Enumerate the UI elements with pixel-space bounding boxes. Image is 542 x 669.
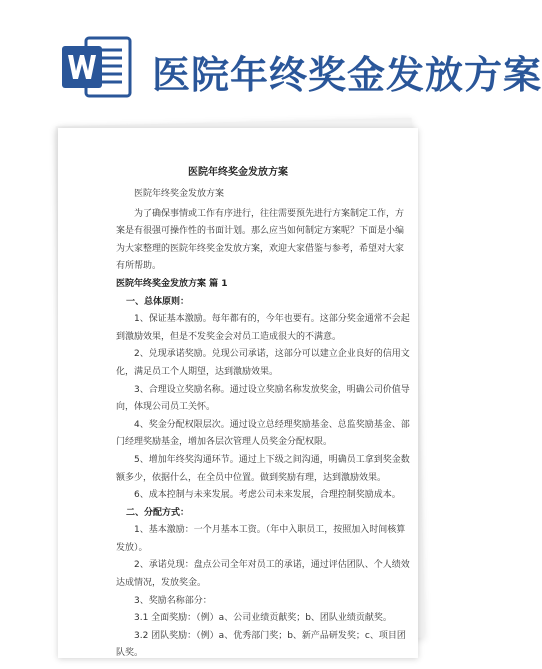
section-heading: 一、总体原则：	[126, 296, 190, 307]
list-item: 5、增加年终奖沟通环节。通过上下级之间沟通，明确员工拿到奖金数额多少，依据什么，在全员中位置。做到奖励有理，达到激励效果。	[116, 454, 410, 483]
list-item: 3、合理设立奖励名称。通过设立奖励名称发放奖金，明确公司价值导向，体现公司员工关怀。	[116, 384, 410, 413]
banner-title: 医院年终奖金发放方案	[152, 53, 542, 97]
list-item: 3.2 团队奖励：（例）a、优秀部门奖；b、新产品研发奖；c、项目团队奖。	[116, 630, 406, 659]
word-doc-icon	[60, 36, 134, 98]
list-item: 2、兑现承诺奖励。兑现公司承诺，这部分可以建立企业良好的信用文化，满足员工个人期望，达到激励效果。	[116, 349, 410, 377]
document-page	[58, 128, 418, 658]
list-item: 3.1 全面奖励：（例）a、公司业绩贡献奖；b、团队业绩贡献奖。	[134, 613, 392, 624]
list-item: 2、承诺兑现：盘点公司全年对员工的承诺，通过评估团队、个人绩效达成情况，发放奖金。	[116, 560, 410, 589]
part-heading: 医院年终奖金发放方案 篇 1	[116, 278, 228, 289]
document-title: 医院年终奖金发放方案	[188, 167, 288, 178]
intro-paragraph: 为了确保事情或工作有序进行，往往需要预先进行方案制定工作，方案是有很强可操作性的书面计划。那么应当如何制定方案呢？下面是小编为大家整理的医院年终奖金发放方案，欢迎大家借鉴与参考，希望对大家有所帮助。	[116, 208, 405, 272]
list-item: 6、成本控制与未来发展。考虑公司未来发展，合理控制奖励成本。	[134, 490, 401, 501]
list-item: 1、基本激励：一个月基本工资。（年中入职员工，按照加入时间核算发放）。	[116, 525, 406, 553]
section-heading: 二、分配方式：	[126, 507, 190, 518]
list-item: 1、保证基本激励。每年都有的，今年也要有。这部分奖金通常不会起到激励效果，但是不发奖金会对员工造成很大的不满意。	[116, 314, 410, 342]
document-subtitle: 医院年终奖金发放方案	[134, 189, 225, 199]
list-item: 3、奖励名称部分：	[134, 595, 212, 606]
document-body	[116, 186, 410, 663]
list-item: 4、奖金分配权限层次。通过设立总经理奖励基金、总监奖励基金、部门经理奖励基金，增加各层次管理人员奖金分配权限。	[116, 419, 410, 448]
